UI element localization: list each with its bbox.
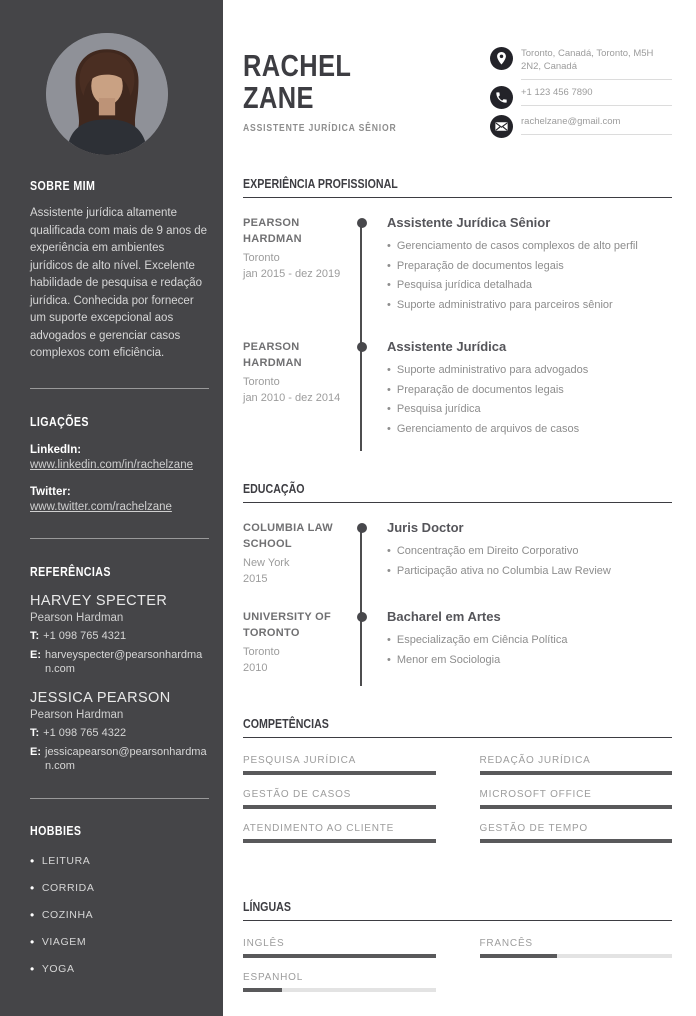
language-item [243, 938, 436, 958]
skills-grid [243, 755, 672, 843]
skill-bar [480, 771, 673, 775]
reference-phone: T: +1 098 765 4321 [30, 629, 127, 642]
languages-section-title: LÍNGUAS [243, 899, 672, 921]
experience-entry [243, 339, 672, 441]
bullet-item: • Pesquisa jurídica [387, 402, 672, 417]
language-bar [243, 954, 436, 958]
sidebar-divider [30, 798, 209, 799]
education-section-title: EDUCAÇÃO [243, 481, 672, 503]
bullet-item: • Preparação de documentos legais [387, 259, 672, 274]
hobby-item: • COZINHA [30, 908, 209, 922]
role-title: Assistente Jurídica Sênior [387, 215, 551, 230]
timeline-dot-icon [357, 342, 367, 352]
bullet-item: • Pesquisa jurídica detalhada [387, 278, 672, 293]
header [243, 50, 672, 144]
bullet-item: • Suporte administrativo para advogados [387, 363, 672, 378]
entry-location: Toronto [243, 252, 280, 264]
skill-bar [243, 839, 436, 843]
entry-dates: 2015 [243, 573, 268, 585]
experience-section [243, 176, 672, 441]
reference-email: E: jessicapearson@pearsonhardman.com [30, 745, 207, 772]
degree-bullets [387, 633, 672, 668]
entry-meta [243, 520, 361, 587]
skill-bar [480, 805, 673, 809]
degree-title: Juris Doctor [387, 520, 464, 535]
skill-bar [243, 771, 436, 775]
twitter-url[interactable]: www.twitter.com/rachelzane [30, 500, 172, 513]
role-title: Assistente Jurídica [387, 339, 507, 354]
hobby-item: • LEITURA [30, 854, 209, 868]
entry-detail [361, 215, 672, 317]
education-entry [243, 520, 672, 587]
bullet-item: • Especialização em Ciência Política [387, 633, 672, 648]
phone-icon [490, 86, 513, 109]
timeline-dot-icon [357, 523, 367, 533]
language-item [243, 972, 436, 992]
last-name: ZANE [243, 80, 314, 115]
linkedin-label: LinkedIn: [30, 443, 82, 456]
link-item-linkedin [30, 444, 209, 471]
skill-label: PESQUISA JURÍDICA [243, 755, 357, 766]
hobby-list [30, 854, 209, 976]
language-label: ESPANHOL [243, 972, 304, 983]
links-title: LIGAÇÕES [30, 413, 89, 429]
skill-item [243, 755, 436, 775]
hobby-item: • VIAGEM [30, 935, 209, 949]
skill-label: MICROSOFT OFFICE [479, 789, 592, 800]
entry-meta [243, 215, 361, 317]
references-title: REFERÊNCIAS [30, 563, 111, 579]
skill-label: ATENDIMENTO AO CLIENTE [243, 823, 395, 834]
name-block [243, 50, 430, 144]
education-section [243, 481, 672, 676]
entry-meta [243, 609, 361, 676]
job-title: ASSISTENTE JURÍDICA SÊNIOR [243, 122, 397, 134]
role-bullets [387, 363, 672, 437]
entry-detail [361, 520, 672, 587]
entry-location: New York [243, 557, 290, 569]
languages-grid [243, 938, 672, 992]
about-text: Assistente jurídica altamente qualificada com mais de 9 anos de experiência em ambientes jurídicos de alto nível. Excelente habilidade de pesquisa e redação jurídica. Conhecida por fornecer um suporte excepcional aos advogados e gerenciar casos complexos com eficiência. [30, 207, 208, 359]
reference-company: Pearson Hardman [30, 611, 124, 624]
language-bar [480, 954, 673, 958]
about-title: SOBRE MIM [30, 178, 96, 193]
skill-bar [243, 805, 436, 809]
skills-section-title: COMPETÊNCIAS [243, 716, 672, 738]
entry-dates: jan 2015 - dez 2019 [243, 268, 341, 280]
education-entry [243, 609, 672, 676]
reference-company: Pearson Hardman [30, 708, 124, 721]
entry-location: Toronto [243, 376, 280, 388]
avatar-portrait-illustration [46, 33, 168, 155]
hobby-item: • YOGA [30, 962, 209, 976]
email-envelope-icon [490, 115, 513, 138]
bullet-item: • Participação ativa no Columbia Law Review [387, 564, 672, 579]
contact-block [490, 47, 672, 144]
company-name: PEARSON HARDMAN [243, 217, 302, 245]
language-label: INGLÊS [243, 938, 285, 949]
contact-email: rachelzane@gmail.com [521, 115, 672, 135]
link-item-twitter [30, 486, 209, 513]
bullet-item: • Suporte administrativo para parceiros sênior [387, 298, 672, 313]
skill-label: REDAÇÃO JURÍDICA [479, 755, 591, 766]
sidebar-divider [30, 388, 209, 389]
reference-item [30, 690, 209, 773]
entry-dates: 2010 [243, 662, 268, 674]
skill-item [243, 789, 436, 809]
experience-entry [243, 215, 672, 317]
language-item [480, 938, 673, 958]
skill-bar [480, 839, 673, 843]
skills-section [243, 716, 672, 843]
hobby-item: • CORRIDA [30, 881, 209, 895]
role-bullets [387, 239, 672, 313]
entry-detail [361, 339, 672, 441]
avatar [46, 33, 168, 155]
language-bar [243, 988, 436, 992]
experience-entries [243, 215, 672, 441]
reference-phone: T: +1 098 765 4322 [30, 726, 127, 739]
timeline-dot-icon [357, 218, 367, 228]
contact-phone: +1 123 456 7890 [521, 86, 672, 106]
reference-name: HARVEY SPECTER [30, 592, 168, 609]
school-name: COLUMBIA LAW SCHOOL [243, 522, 333, 550]
skill-item [480, 823, 673, 843]
contact-email-row [490, 115, 672, 138]
bullet-item: • Gerenciamento de arquivos de casos [387, 422, 672, 437]
skill-item [480, 789, 673, 809]
company-name: PEARSON HARDMAN [243, 341, 302, 369]
main-content [223, 0, 696, 1016]
location-pin-icon [490, 47, 513, 70]
contact-location-row [490, 47, 672, 80]
bullet-item: • Menor em Sociologia [387, 653, 672, 668]
skill-item [243, 823, 436, 843]
twitter-label: Twitter: [30, 485, 71, 498]
languages-section [243, 899, 672, 992]
reference-name: JESSICA PEARSON [30, 689, 171, 706]
experience-section-title: EXPERIÊNCIA PROFISSIONAL [243, 176, 672, 198]
entry-detail [361, 609, 672, 676]
sidebar [0, 0, 223, 1016]
language-label: FRANCÊS [479, 938, 533, 949]
skill-label: GESTÃO DE TEMPO [479, 823, 588, 834]
bullet-item: • Preparação de documentos legais [387, 383, 672, 398]
education-entries [243, 520, 672, 676]
entry-meta [243, 339, 361, 441]
degree-bullets [387, 544, 672, 579]
contact-phone-row [490, 86, 672, 109]
sidebar-divider [30, 538, 209, 539]
degree-title: Bacharel em Artes [387, 609, 501, 624]
skill-label: GESTÃO DE CASOS [243, 789, 352, 800]
bullet-item: • Gerenciamento de casos complexos de alto perfil [387, 239, 672, 254]
entry-dates: jan 2010 - dez 2014 [243, 392, 341, 404]
contact-location: Toronto, Canadá, Toronto, M5H 2N2, Canadá [521, 47, 672, 80]
hobbies-title: HOBBIES [30, 822, 82, 838]
bullet-item: • Concentração em Direito Corporativo [387, 544, 672, 559]
first-name: RACHEL [243, 48, 352, 83]
reference-email: E: harveyspecter@pearsonhardman.com [30, 648, 203, 675]
timeline-dot-icon [357, 612, 367, 622]
skill-item [480, 755, 673, 775]
reference-item [30, 593, 209, 676]
linkedin-url[interactable]: www.linkedin.com/in/rachelzane [30, 458, 193, 471]
school-name: UNIVERSITY OF TORONTO [243, 611, 332, 639]
entry-location: Toronto [243, 646, 280, 658]
